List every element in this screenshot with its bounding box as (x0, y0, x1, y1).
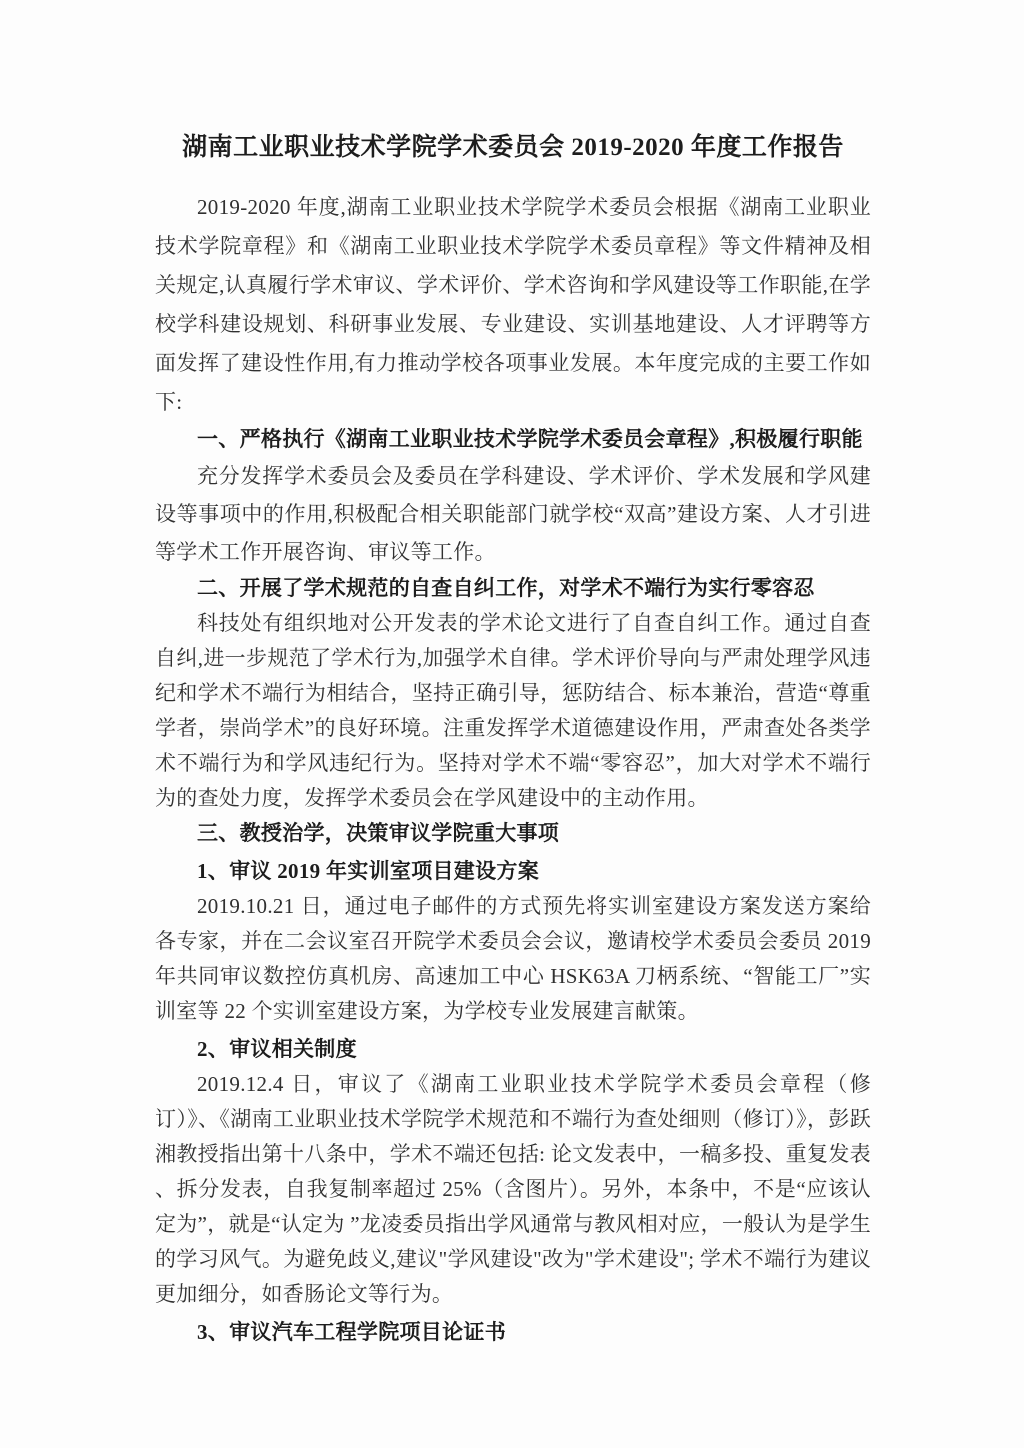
section-1-paragraph: 充分发挥学术委员会及委员在学科建设、学术评价、学术发展和学风建设等事项中的作用,积极配合相关职能部门就学校“双高”建设方案、人才引进等学术工作开展咨询、审议等工作。 (155, 464, 871, 564)
section-1-heading: 一、严格执行《湖南工业职业技术学院学术委员会章程》,积极履行职能 (197, 427, 863, 451)
section-2-heading: 二、开展了学术规范的自查自纠工作，对学术不端行为实行零容忍 (197, 576, 815, 600)
section-3-item-1-paragraph: 2019.10.21 日，通过电子邮件的方式预先将实训室建设方案发送方案给各专家，并在二会议室召开院学术委员会会议，邀请校学术委员会委员 2019 年共同审议数控仿真机房、高速加工中心 HSK63A 刀柄系统、“智能工厂”实训室等 22 个实训室建设方案，为学校专业发展建言献策。 (155, 894, 871, 1023)
section-3-item-3-heading: 3、审议汽车工程学院项目论证书 (197, 1320, 506, 1344)
document-title: 湖南工业职业技术学院学术委员会 2019-2020 年度工作报告 (182, 134, 844, 161)
section-3-item-2-heading: 2、审议相关制度 (197, 1037, 357, 1061)
section-3-item-2-paragraph: 2019.12.4 日，审议了《湖南工业职业技术学院学术委员会章程（修订）》、《湖南工业职业技术学院学术规范和不端行为查处细则（修订）》，彭跃湘教授指出第十八条中，学术不端还包括: 论文发表中，一稿多投、重复发表 、拆分发表，自我复制率超过 25%（含图片）。另外，本条中，不是“应该认定为”，就是“认定为 ”龙凌委员指出学风通常与教风相对应，一般认为是学生的学习风气。为避免歧义,建议"学风建设"改为"学术建设"; 学术不端行为建议更加细分，如香肠论文等行为。 (155, 1072, 872, 1306)
section-3-heading: 三、教授治学，决策审议学院重大事项 (197, 821, 560, 845)
document-content (155, 130, 871, 1350)
intro-paragraph: 2019-2020 年度,湖南工业职业技术学院学术委员会根据《湖南工业职业技术学院章程》和《湖南工业职业技术学院学术委员章程》等文件精神及相关规定,认真履行学术审议、学术评价、学术咨询和学风建设等工作职能,在学校学科建设规划、科研事业发展、专业建设、实训基地建设、人才评聘等方面发挥了建设性作用,有力推动学校各项事业发展。本年度完成的主要工作如下: (155, 195, 871, 414)
section-3-item-1-heading: 1、审议 2019 年实训室项目建设方案 (197, 859, 539, 883)
section-2-paragraph: 科技处有组织地对公开发表的学术论文进行了自查自纠工作。通过自查自纠,进一步规范了学术行为,加强学术自律。学术评价导向与严肃处理学风违纪和学术不端行为相结合，坚持正确引导，惩防结合、标本兼治，营造“尊重学者，崇尚学术”的良好环境。注重发挥学术道德建设作用，严肃查处各类学术不端行为和学风违纪行为。坚持对学术不端“零容忍”，加大对学术不端行为的查处力度，发挥学术委员会在学风建设中的主动作用。 (155, 611, 871, 810)
